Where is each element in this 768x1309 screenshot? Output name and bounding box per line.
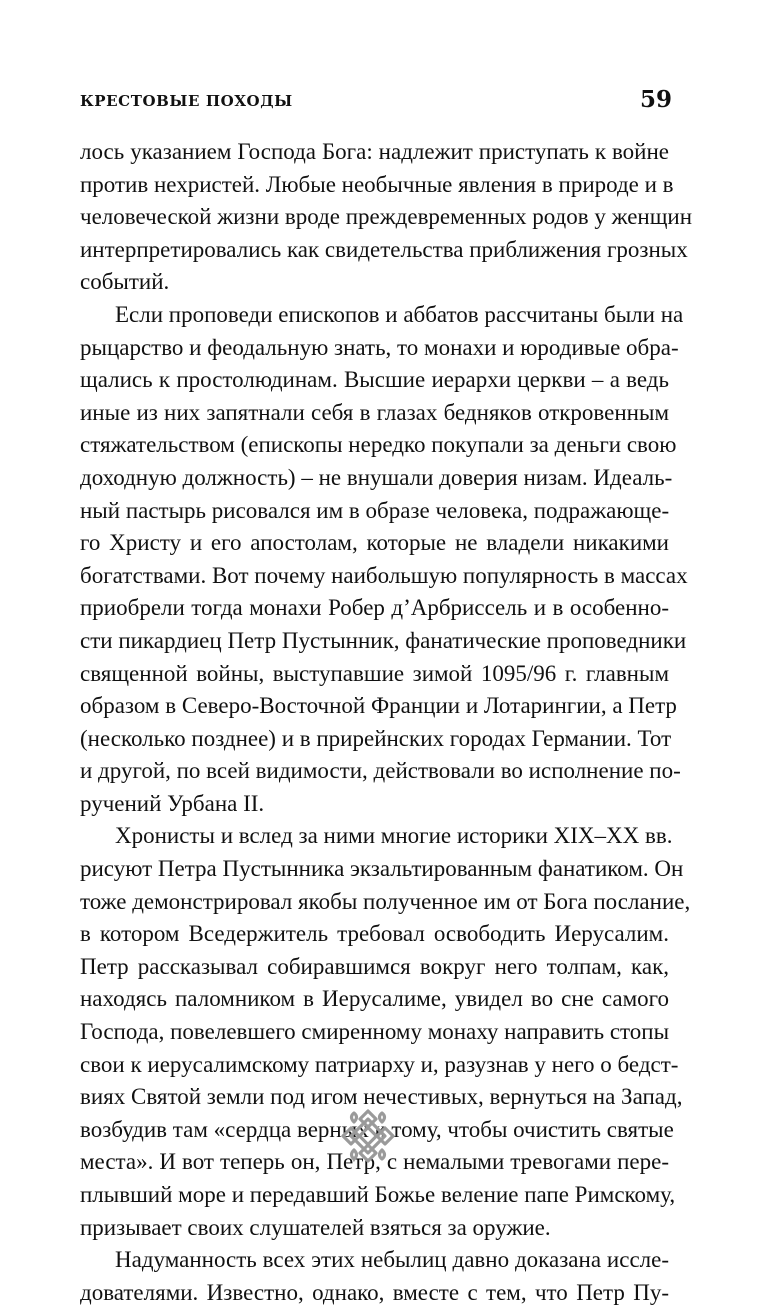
text-line: рисуют Петра Пустынника экзальтированным фанатиком. Он [80,856,684,882]
text-line: возбудив там «сердца верных к тому, чтобы очистить святые [80,1116,674,1142]
text-line: места». И вот теперь он, Петр, с немалыми тревогами пере- [80,1149,669,1175]
text-line: дователями. Известно, однако, вместе с тем, что Петр Пу- [80,1279,669,1305]
text-line: в котором Вседержитель требовал освободить Иерусалим. [80,921,669,947]
text-line: богатствами. Вот почему наибольшую популярность в массах [80,562,688,588]
text-line: щались к простолюдинам. Высшие иерархи церкви – а ведь [80,367,669,393]
text-line: Хронисты и вслед за ними многие историки XIX–XX вв. [115,823,673,849]
text-line: тоже демонстрировал якобы полученное им от Бога послание, [80,888,691,914]
text-line: доходную должность) – не внушали доверия низам. Идеаль- [80,464,673,490]
text-line: плывший море и передавший Божье веление папе Римскому, [80,1182,676,1207]
text-line: приобрели тогда монахи Робер д’Арбриссель и в особенно- [80,595,669,621]
text-line: го Христу и его апостолам, которые не владели никакими [80,530,669,556]
celtic-knot-ornament-icon [340,1108,396,1164]
text-line: лось указанием Господа Бога: надлежит приступать к войне [80,139,669,164]
text-line: Если проповеди епископов и аббатов рассчитаны были на [115,301,684,327]
text-line: против нехристей. Любые необычные явления в природе и в [80,171,674,197]
text-line: образом в Северо-Восточной Франции и Лотарингии, а Петр [80,693,677,719]
text-line: человеческой жизни вроде преждевременных родов у женщин [80,204,693,230]
text-line: призывает своих слушателей взяться за оружие. [80,1214,551,1240]
text-line: событий. [80,269,170,295]
text-line: Господа, повелевшего смиренному монаху направить стопы [80,1019,670,1045]
text-line: стяжательством (епископы нередко покупали за деньги свою [80,432,677,458]
text-line: иные из них запятнали себя в глазах бедняков откровенным [80,399,669,425]
text-line: ный пастырь рисовался им в образе человека, подражающе- [80,497,670,523]
text-line: свои к иерусалимскому патриарху и, разузнав у него о бедст- [80,1051,679,1077]
text-line: ручений Урбана II. [80,790,265,816]
text-line: Петр рассказывал собиравшимся вокруг него толпам, как, [80,953,669,979]
text-line: Надуманность всех этих небылиц давно доказана иссле- [115,1247,669,1273]
text-line: виях Святой земли под игом нечестивых, вернуться на Запад, [80,1084,683,1110]
text-line: находясь паломником в Иерусалиме, увидел во сне самого [80,986,669,1012]
text-line: (несколько позднее) и в прирейнских городах Германии. Тот [80,725,672,751]
running-title: КРЕСТОВЫЕ ПОХОДЫ [80,92,293,110]
text-line: интерпретировались как свидетельства приближения грозных [80,236,688,262]
text-line: сти пикардиец Петр Пустынник, фанатические проповедники [80,627,687,653]
text-line: священной войны, выступавшие зимой 1095/96 г. главным [80,660,669,686]
text-line: и другой, по всей видимости, действовали во исполнение по- [80,758,681,784]
page-number: 59 [639,86,672,113]
text-line: рыцарство и феодальную знать, то монахи и юродивые обра- [80,334,679,360]
